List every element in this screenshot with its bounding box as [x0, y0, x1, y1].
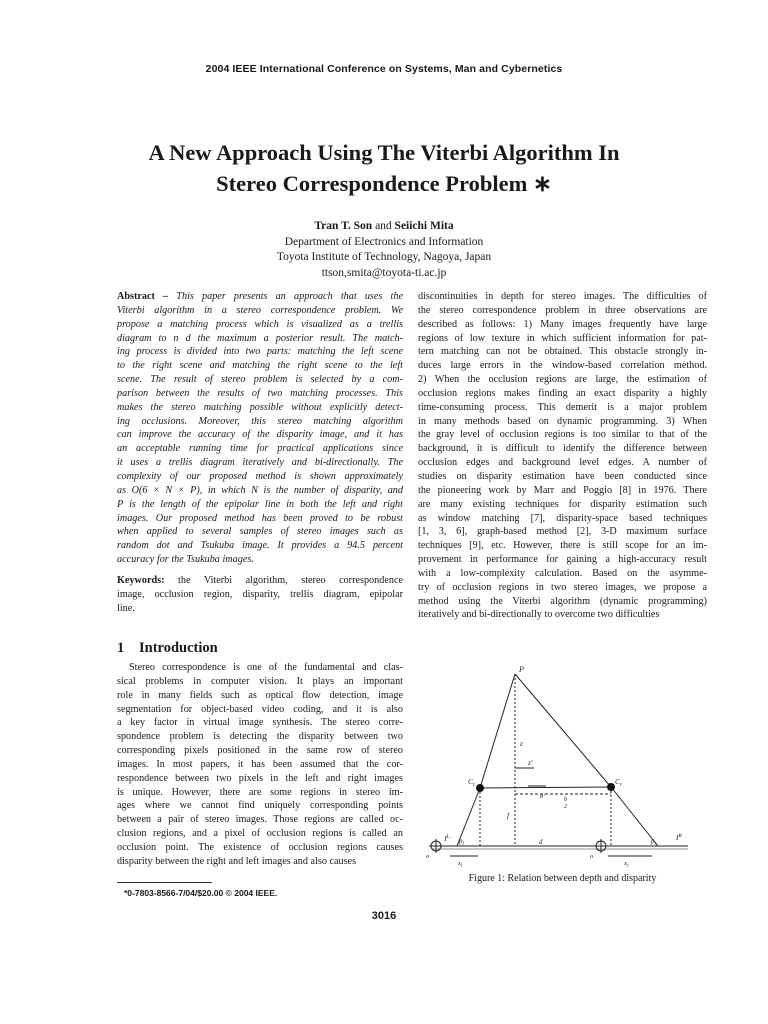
label-cr-main: C	[615, 777, 621, 786]
abstract-line: scene. The result of stereo problem is selected by a com-	[117, 374, 403, 386]
right-column-line: iteratively and bi-directionally to overcome two difficulties	[418, 609, 660, 621]
abstract-line: as O(6 × N × P), in which N is the number of disparity, and	[117, 484, 403, 496]
label-b-prime: b'	[540, 793, 545, 800]
author-names	[0, 219, 768, 235]
label-cl-main: C	[468, 777, 474, 786]
label-p: P	[519, 665, 524, 674]
conference-header: 2004 IEEE International Conference on Systems, Man and Cybernetics	[205, 63, 563, 75]
abstract-line	[117, 290, 403, 304]
label-cl-sub: l	[473, 782, 475, 788]
abstract-line: an acceptable running time for practical applications since	[117, 443, 403, 455]
label-b-half	[564, 797, 567, 810]
intro-line: is unique. However, there are some regions in stereo im-	[117, 786, 403, 798]
right-column-text	[418, 290, 707, 622]
label-xr-sub: r	[626, 864, 629, 869]
keywords-line: image, occlusion region, disparity, trellis diagram, epipolar	[117, 588, 403, 600]
baseline-line	[480, 787, 611, 788]
label-pr-main: p	[651, 837, 655, 845]
abstract-line: ing process is divided into two parts: matching the left scene	[117, 346, 403, 358]
author-and: and	[372, 220, 395, 232]
abstract-line: it uses a trellis diagram iteratively and bi-directionally. The	[117, 457, 403, 469]
label-b-half-num: b	[564, 797, 567, 803]
right-column-line: with a low-complexity calculation. Based on the asymme-	[418, 567, 707, 579]
label-ir-main: I	[676, 833, 679, 842]
label-xl	[457, 860, 463, 869]
right-column-line: duces large errors in the window-based correlation method.	[418, 360, 707, 372]
right-column-line: as window matching [7], disparity-space based techniques	[418, 512, 707, 524]
label-xr-main: x	[624, 860, 627, 867]
right-column-line: studies on disparity estimation have been conducted since	[418, 470, 707, 482]
title-line-2: Stereo Correspondence Problem ∗	[216, 171, 552, 196]
abstract-line: when applied to several samples of stereo images such as	[117, 526, 403, 538]
right-column-line: regions of low texture in which sufficient information for pat-	[418, 332, 707, 344]
right-column-line: the pioneering work by Marr and Poggio [8] in 1976. There	[418, 484, 707, 496]
right-column-line: tern matching can not be obtained. This obstacle strongly in-	[418, 346, 707, 358]
author-1: Tran T. Son	[314, 220, 373, 232]
keywords-line	[117, 574, 403, 588]
introduction-text	[117, 661, 403, 869]
abstract-line: parison between the results of two matching processes. This	[117, 387, 403, 399]
right-column-line: occlusion edges and background level edges. A number of	[418, 457, 707, 469]
keywords-text	[117, 574, 403, 616]
right-column-line: provement in performance for gaining a high-accuracy result	[418, 554, 707, 566]
abstract-line: P is the length of the epipolar line in both the left and right	[117, 498, 403, 510]
author-block	[0, 219, 768, 281]
label-pr-sub: r	[654, 842, 657, 847]
label-z: z	[520, 740, 523, 748]
right-column-line: techniques [9], etc. However, there is still scope for an im-	[418, 540, 707, 552]
author-2: Seiichi Mita	[394, 220, 454, 232]
left-ray-line	[480, 674, 515, 788]
left-camera-center	[476, 784, 484, 792]
right-column-line: try of occlusion regions in two stereo images, we propose a	[418, 581, 707, 593]
author-department: Department of Electronics and Information	[284, 235, 484, 248]
intro-line: clusion regions, and a pixel of occlusion regions is called an	[117, 828, 403, 840]
title-line-1: A New Approach Using The Viterbi Algorithm In	[148, 140, 620, 165]
right-column-line: discontinuities in depth for stereo images. The difficulties of	[418, 291, 707, 302]
label-cr-sub: r	[620, 782, 623, 788]
section-title: Introduction	[139, 640, 218, 656]
intro-line: role in many fields such as optical flow detection, image	[117, 689, 403, 701]
section-number: 1	[117, 640, 125, 656]
abstract-line: propose a matching process which is visualized as a trellis	[117, 318, 403, 330]
right-column-line: [1, 3, 6], graph-based method [2], 3-D maximum surface	[418, 526, 707, 538]
right-ray-line	[515, 674, 611, 787]
right-column-line: background, it is difficult to identify the difference between	[418, 443, 707, 455]
intro-line: disparity between the right and left images and also causes	[117, 855, 357, 867]
label-cr	[615, 777, 623, 788]
intro-line: sical problems in computer vision. It plays an important	[117, 675, 403, 687]
intro-line: between a pair of stereo images. Those regions are called oc-	[117, 814, 403, 826]
keywords-label: Keywords:	[117, 574, 165, 586]
abstract-line: complexity of our proposed method is shown approximately	[117, 470, 403, 482]
abstract-line: ing occlusions. Moreover, this stereo matching algorithm	[117, 415, 403, 427]
depth-disparity-figure	[418, 660, 708, 870]
abstract-block	[117, 290, 403, 615]
figure-caption: Figure 1: Relation between depth and disparity	[468, 873, 657, 884]
line-text: This paper presents an approach that uses the	[168, 291, 403, 302]
label-il-sup: L	[446, 834, 450, 840]
label-il	[443, 834, 450, 843]
paper-title	[60, 137, 708, 199]
label-d: d	[539, 838, 543, 846]
abstract-line: images. Our proposed method has been proved to be robust	[117, 512, 403, 524]
right-column-line: method using the Viterbi algorithm (dynamic programming)	[418, 595, 707, 607]
right-column-line: in many methods based on dynamic programming. 3) When	[418, 415, 707, 427]
abstract-line: to the right scene and matching the right scene to the left	[117, 360, 403, 372]
keywords-line: line.	[117, 602, 135, 614]
abstract-line: diagram to n d the maximum a posterior result. The match-	[117, 332, 403, 344]
abstract-line: accuracy for the Tsukuba images.	[117, 554, 254, 566]
label-ol: o	[426, 853, 430, 860]
label-ir	[675, 833, 683, 842]
intro-line: a key factor in virtual image synthesis. The stereo corre-	[117, 717, 403, 729]
intro-line: occlusion point. The existence of occlusion regions causes	[117, 841, 403, 853]
abstract-label: Abstract –	[117, 291, 169, 302]
page-number: 3016	[371, 910, 397, 922]
intro-line: segmentation for object-based video coding, and it is also	[117, 703, 403, 715]
author-email: ttson,smita@toyota-ti.ac.jp	[321, 266, 447, 279]
abstract-line: makes the stereo matching possible without explicitly detect-	[117, 401, 403, 413]
label-ir-sup: R	[678, 833, 682, 839]
label-il-main: I	[444, 834, 447, 843]
right-camera-center	[607, 783, 615, 791]
copyright-footnote: *0-7803-8566-7/04/$20.00 © 2004 IEEE.	[124, 888, 278, 898]
footnote-rule	[117, 882, 212, 883]
intro-line: respondence between two pixels in the left and right images	[117, 772, 403, 784]
section-heading	[117, 640, 218, 657]
right-column-line: are many existing techniques for disparity estimation such	[418, 498, 707, 510]
right-column-line: the gray level of occlusion regions is too similar to that of the	[418, 429, 707, 441]
right-column-line: the stereo correspondence problem in three observations are	[418, 304, 707, 316]
right-column-line: time-consuming process. This demerit is a major problem	[418, 401, 707, 413]
label-cl	[468, 777, 475, 788]
right-column-line: 2) When the occlusion regions are large, the estimation of	[418, 374, 707, 386]
intro-line: spondence problem is detecting the disparity between two	[117, 731, 403, 743]
label-xr	[623, 860, 629, 869]
label-pl-main: p	[459, 837, 463, 845]
right-column-line: occlusion regions makes finding an exact disparity a highly	[418, 387, 707, 399]
line-text: the Viterbi algorithm, stereo correspondence	[164, 574, 403, 586]
intro-line: ages where we cannot find uniquely corresponding points	[117, 800, 403, 812]
label-xl-sub: l	[460, 864, 463, 869]
intro-line: images. In most papers, it has been assumed that the cor-	[117, 758, 403, 770]
intro-line: corresponding pixels positioned in the same row of stereo	[117, 745, 403, 757]
abstract-text	[117, 290, 403, 567]
abstract-line: can improve the accuracy of the disparity image, and it has	[117, 429, 403, 441]
author-institute: Toyota Institute of Technology, Nagoya, Japan	[276, 251, 492, 263]
right-column-line: described as follows: 1) Many images frequently have large	[418, 318, 707, 330]
label-or: o	[590, 853, 594, 860]
label-f: f	[507, 811, 510, 820]
label-pl-sub: l	[462, 842, 464, 847]
label-z-prime: z'	[528, 759, 533, 767]
abstract-line: random dot and Tsukuba image. It provides a 94.5 percent	[117, 540, 403, 552]
abstract-line: Viterbi algorithm in a stereo correspondence problem. We	[117, 304, 403, 316]
label-b-half-den: 2	[564, 804, 567, 810]
label-xl-main: x	[458, 860, 461, 867]
intro-line: Stereo correspondence is one of the fundamental and clas-	[129, 662, 403, 673]
